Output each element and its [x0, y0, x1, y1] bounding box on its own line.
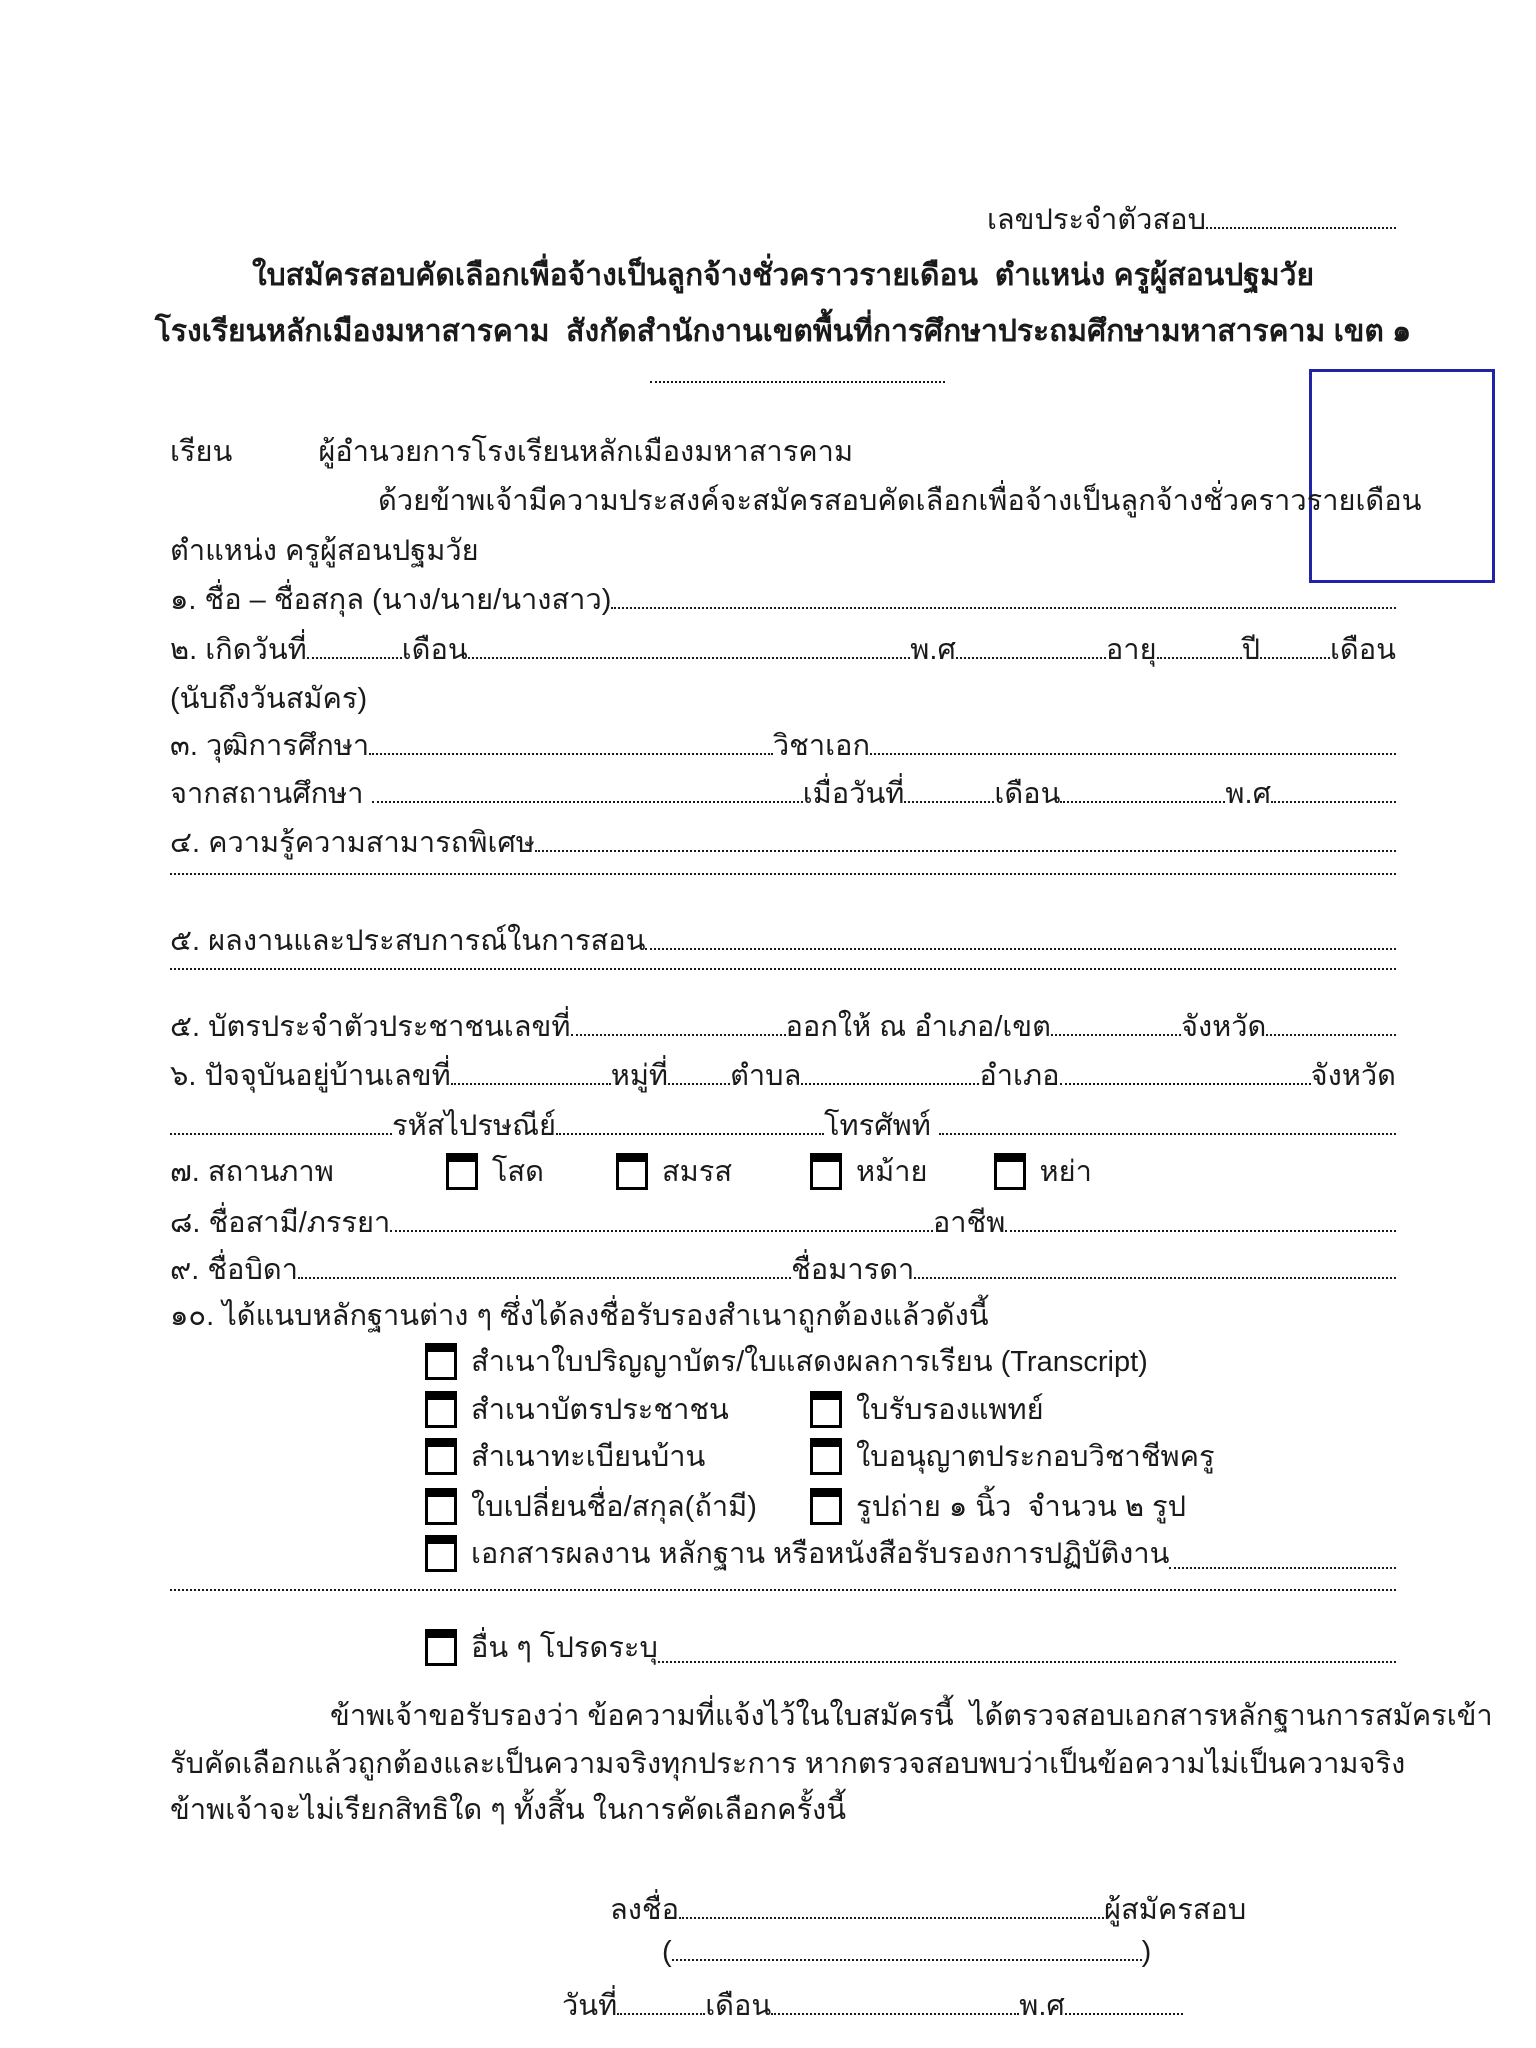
institution-blank — [372, 801, 803, 803]
certification-line2: รับคัดเลือกแล้วถูกต้องและเป็นความจริงทุกประการ หากตรวจสอบพบว่าเป็นข้อความไม่เป็นความจริง — [170, 1748, 1406, 1780]
position-line: ตำแหน่ง ครูผู้สอนปฐมวัย — [170, 535, 479, 567]
option-divorced-label: หย่า — [1039, 1156, 1092, 1188]
skills-extra-blank — [170, 873, 1396, 875]
tambon-blank — [801, 1083, 979, 1085]
amphoe-blank — [1060, 1083, 1311, 1085]
grad-month-blank — [1060, 801, 1225, 803]
experience-extra-blank — [170, 968, 1396, 970]
field-id-card: ๕. บัตรประจำตัวประชาชนเลขที่ ออกให้ ณ อำเภอ/เขต จังหวัด — [170, 1003, 1396, 1049]
doc-row-houseregistration-license: สำเนาทะเบียนบ้าน ใบอนุญาตประกอบวิชาชีพครู — [425, 1433, 1396, 1479]
moo-blank — [668, 1083, 730, 1085]
dotted-divider — [650, 381, 945, 383]
checkbox-widowed — [810, 1153, 842, 1190]
province-blank — [170, 1133, 392, 1135]
field-name-label: ๑. ชื่อ – ชื่อสกุล (นาง/นาย/นางสาว) — [170, 584, 612, 616]
doc-row-transcript: สำเนาใบปริญญาบัตร/ใบแสดงผลการเรียน (Transcript) — [425, 1338, 1396, 1384]
mother-name-blank — [914, 1277, 1396, 1279]
doc-col-idcard: สำเนาบัตรประชาชน — [425, 1386, 810, 1432]
birth-note-line: (นับถึงวันสมัคร) — [170, 683, 368, 715]
date-day-blank — [617, 2013, 705, 2015]
age-months-blank — [1260, 657, 1330, 659]
portfolio-blank — [1169, 1567, 1396, 1569]
exam-number-blank — [1206, 227, 1396, 229]
signature-name-blank — [672, 1959, 1142, 1961]
checkbox-house-registration — [425, 1438, 457, 1475]
doc-row-portfolio: เอกสารผลงาน หลักฐาน หรือหนังสือรับรองการปฏิบัติงาน — [425, 1530, 1396, 1576]
checkbox-single — [446, 1153, 478, 1190]
phone-blank — [939, 1133, 1396, 1135]
doc-col-house: สำเนาทะเบียนบ้าน — [425, 1433, 810, 1479]
birth-month-blank — [468, 657, 911, 659]
checkbox-transcript — [425, 1343, 457, 1380]
field-education: ๓. วุฒิการศึกษา วิชาเอก — [170, 722, 1396, 768]
address-postal-line: รหัสไปรษณีย์ โทรศัพท์ — [170, 1102, 1396, 1148]
field-marital-status — [170, 1148, 1396, 1194]
age-years-blank — [1157, 657, 1242, 659]
skills-blank — [535, 850, 1396, 852]
attachments-extra-line — [170, 1589, 1396, 1591]
education-blank — [369, 753, 773, 755]
signature-name-line: ( ) — [662, 1936, 1152, 1968]
field-experience: ๕. ผลงานและประสบการณ์ในการสอน — [170, 917, 1396, 963]
skills-extra-line — [170, 873, 1396, 875]
postcode-blank — [556, 1133, 824, 1135]
checkbox-id-copy — [425, 1391, 457, 1428]
salutation-value: ผู้อำนวยการโรงเรียนหลักเมืองมหาสารคาม — [318, 436, 854, 468]
attachments-heading: ๑๐. ได้แนบหลักฐานต่าง ๆ ซึ่งได้ลงชื่อรับรองสำเนาถูกต้องแล้วดังนี้ — [170, 1300, 989, 1332]
checkbox-photo — [810, 1488, 842, 1525]
checkbox-portfolio — [425, 1535, 457, 1572]
experience-extra-line — [170, 968, 1396, 970]
option-married-label: สมรส — [661, 1156, 733, 1188]
form-title-line1: ใบสมัครสอบคัดเลือกเพื่อจ้างเป็นลูกจ้างชั่วคราวรายเดือน ตำแหน่ง ครูผู้สอนปฐมวัย — [251, 259, 1315, 292]
option-widowed-label: หม้าย — [856, 1156, 928, 1188]
checkbox-name-change — [425, 1488, 457, 1525]
grad-day-blank — [904, 801, 994, 803]
certification-line1: ข้าพเจ้าขอรับรองว่า ข้อความที่แจ้งไว้ในใบสมัครนี้ ได้ตรวจสอบเอกสารหลักฐานการสมัครเข้า — [330, 1700, 1493, 1732]
checkbox-medical-cert — [810, 1391, 842, 1428]
major-blank — [870, 753, 1396, 755]
spouse-name-blank — [390, 1230, 933, 1232]
id-number-blank — [571, 1034, 786, 1036]
exam-number-line — [170, 196, 1396, 242]
date-month-blank — [771, 2013, 1019, 2015]
form-title-line2: โรงเรียนหลักเมืองมหาสารคาม สังกัดสำนักงานเขตพื้นที่การศึกษาประถมศึกษามหาสารคาม เขต ๑ — [154, 315, 1412, 348]
field-parents: ๙. ชื่อบิดา ชื่อมารดา — [170, 1246, 1396, 1292]
grad-year-blank — [1271, 801, 1396, 803]
intro-line: ด้วยข้าพเจ้ามีความประสงค์จะสมัครสอบคัดเลือกเพื่อจ้างเป็นลูกจ้างชั่วคราวรายเดือน — [378, 485, 1422, 517]
field-birthdate: ๒. เกิดวันที่ เดือน พ.ศ อายุ ปี เดือน — [170, 634, 1396, 666]
field-institution: จากสถานศึกษา เมื่อวันที่ เดือน พ.ศ — [170, 770, 1396, 816]
field-address: ๖. ปัจจุบันอยู่บ้านเลขที่ หมู่ที่ ตำบล อำเภอ จังหวัด — [170, 1060, 1396, 1092]
spouse-occupation-blank — [1005, 1230, 1396, 1232]
exam-number-label: เลขประจำตัวสอบ — [987, 204, 1206, 236]
field-name — [170, 576, 1396, 622]
center-dotted-divider — [650, 381, 945, 383]
signature-line: ลงชื่อ ผู้สมัครสอบ — [610, 1894, 1247, 1926]
id-district-blank — [1051, 1034, 1181, 1036]
signature-blank — [679, 1917, 1104, 1919]
checkbox-married — [616, 1153, 648, 1190]
certification-line3: ข้าพเจ้าจะไม่เรียกสิทธิใด ๆ ทั้งสิ้น ในการคัดเลือกครั้งนี้ — [170, 1794, 847, 1826]
house-no-blank — [451, 1083, 611, 1085]
experience-blank — [645, 948, 1396, 950]
birth-year-blank — [956, 657, 1106, 659]
field-skills: ๔. ความรู้ความสามารถพิเศษ — [170, 819, 1396, 865]
checkbox-teaching-license — [810, 1438, 842, 1475]
salutation-label: เรียน — [170, 436, 233, 468]
doc-row-namechange-photo: ใบเปลี่ยนชื่อ/สกุล(ถ้ามี) รูปถ่าย ๑ นิ้ว จำนวน ๒ รูป — [425, 1483, 1396, 1529]
checkbox-divorced — [994, 1153, 1026, 1190]
name-blank — [611, 607, 1396, 609]
field-spouse: ๘. ชื่อสามี/ภรรยา อาชีพ — [170, 1199, 1396, 1245]
attachments-extra-blank — [170, 1589, 1396, 1591]
doc-row-idcard-medical: สำเนาบัตรประชาชน ใบรับรองแพทย์ — [425, 1386, 1396, 1432]
checkbox-other — [425, 1629, 457, 1666]
other-blank — [658, 1661, 1396, 1663]
date-year-blank — [1065, 2013, 1183, 2015]
birth-day-blank — [307, 657, 402, 659]
signature-date-line: วันที่ เดือน พ.ศ — [562, 1982, 1396, 2028]
father-name-blank — [298, 1277, 791, 1279]
option-single-label: โสด — [491, 1156, 544, 1188]
doc-col-namechange: ใบเปลี่ยนชื่อ/สกุล(ถ้ามี) — [425, 1483, 810, 1529]
salutation-line — [170, 428, 1396, 474]
doc-row-other: อื่น ๆ โปรดระบุ — [425, 1624, 1396, 1670]
id-province-blank — [1266, 1034, 1396, 1036]
marital-status-label: ๗. สถานภาพ — [170, 1156, 334, 1188]
